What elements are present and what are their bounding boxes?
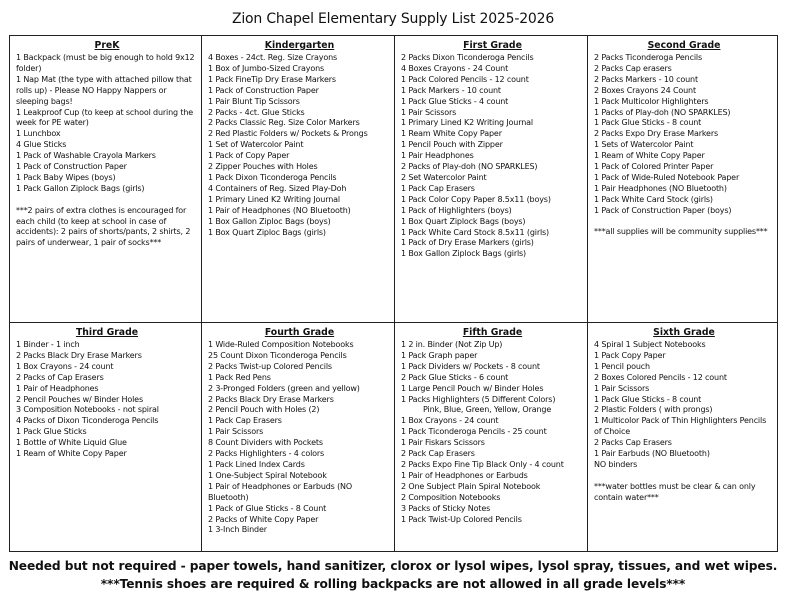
supply-item: ***2 pairs of extra clothes is encouraged for each child (to keep at school in case of accidents): 2 pairs of shorts/pants, 2 shirts, 2 pairs of underwear, 1 pair of socks***: [16, 205, 191, 248]
grade-heading: First Grade: [463, 40, 522, 51]
supply-item: 1 3-Inch Binder: [208, 525, 267, 535]
supply-item: 2 Packs Dixon Ticonderoga Pencils: [401, 53, 534, 62]
supply-item: 2 Packs Markers - 10 count: [594, 74, 698, 84]
supply-item: 2 Pencil Pouch with Holes (2): [208, 405, 320, 415]
supply-list: [594, 53, 774, 238]
supply-item: 1 Bottle of White Liquid Glue: [16, 438, 127, 448]
supply-item: 2 Pack Glue Sticks - 6 count: [401, 372, 509, 382]
supply-item: 1 Pack of Construction Paper: [208, 85, 319, 95]
supply-item: 1 Pair Headphones (NO Bluetooth): [594, 183, 727, 193]
supply-item: 1 Pair Headphones: [401, 151, 474, 161]
supply-item: 1 Leakproof Cup (to keep at school during the week for PE water): [16, 107, 194, 128]
grade-cell: [10, 36, 202, 323]
supply-item: 1 Multicolor Pack of Thin Highlighters Pencils of Choice: [594, 416, 767, 437]
footer-note-rules: ***Tennis shoes are required & rolling backpacks are not allowed in all grade levels***: [100, 577, 686, 591]
supply-list: [16, 53, 198, 249]
supply-item: 1 Pack Cap Erasers: [208, 416, 282, 426]
supply-item: 2 3-Pronged Folders (green and yellow): [208, 383, 360, 393]
supply-item: 1 Pair Blunt Tip Scissors: [208, 96, 300, 106]
supply-item: 1 Pair Fiskars Scissors: [401, 438, 485, 448]
supply-item: 1 Pack Markers - 10 count: [401, 85, 501, 95]
supply-item: 1 Pair of Headphones (NO Bluetooth): [208, 205, 351, 215]
supply-item: 1 Pack of Wide-Ruled Notebook Paper: [594, 172, 740, 182]
supply-item: 1 Packs of Play-doh (NO SPARKLES): [594, 107, 731, 117]
grade-heading: Sixth Grade: [653, 327, 715, 338]
grade-heading: PreK: [94, 40, 120, 51]
supply-item: 2 Packs Highlighters - 4 colors: [208, 449, 325, 459]
supply-item: 1 Wide-Ruled Composition Notebooks: [208, 340, 354, 349]
supply-item: 1 Pack of Highlighters (boys): [401, 205, 512, 215]
supply-item: 1 Nap Mat (the type with attached pillow that rolls up) - Please NO Happy Nappers or sleeping bags!: [16, 74, 192, 106]
supply-list: [594, 340, 774, 504]
supply-item: 1 Box Crayons - 24 count: [16, 361, 114, 371]
supply-item: 1 Box Gallon Ziplock Bags (girls): [401, 249, 527, 259]
supply-item: 1 Pack Gallon Ziplock Bags (girls): [16, 183, 145, 193]
grade-cell: [588, 323, 777, 551]
supply-item: 25 Count Dixon Ticonderoga Pencils: [208, 350, 347, 360]
supply-item: 1 Set of Watercolor Paint: [208, 140, 304, 150]
supply-item: 1 Pair Scissors: [594, 383, 650, 393]
supply-item: 1 Pack of Glue Sticks - 8 Count: [208, 503, 327, 513]
supply-item: 1 Pack Multicolor Highlighters: [594, 96, 709, 106]
supply-item: 1 Pack Twist-Up Colored Pencils: [401, 514, 522, 524]
supply-item: 2 Packs - 4ct. Glue Sticks: [208, 107, 305, 117]
supply-item: 4 Packs of Dixon Ticonderoga Pencils: [16, 416, 159, 426]
supply-item: 1 Primary Lined K2 Writing Journal: [208, 194, 340, 204]
supply-item: 2 Pack Cap Erasers: [401, 449, 475, 459]
supply-item: 2 Plastic Folders ( with prongs): [594, 405, 713, 415]
grade-cell: [202, 36, 395, 323]
supply-item: 1 Large Pencil Pouch w/ Binder Holes: [401, 383, 544, 393]
supply-item: 1 Pack White Card Stock (girls): [594, 194, 713, 204]
supply-item: 2 Packs of Play-doh (NO SPARKLES): [401, 162, 538, 172]
supply-item: 4 Glue Sticks: [16, 140, 67, 150]
supply-item: 1 Primary Lined K2 Writing Journal: [401, 118, 533, 128]
supply-item: 1 Pack Glue Sticks - 4 count: [401, 96, 509, 106]
supply-item: 2 One Subject Plain Spiral Notebook: [401, 481, 541, 491]
spacer: [16, 195, 198, 206]
supply-item: 1 Pack Graph paper: [401, 350, 478, 360]
supply-item: 1 Pair Scissors: [208, 427, 264, 437]
supply-item: 3 Packs of Sticky Notes: [401, 503, 491, 513]
footer-note-optional: Needed but not required - paper towels, hand sanitizer, clorox or lysol wipes, lysol spray, tissues, and wet wipes.: [8, 559, 778, 573]
supply-item: 2 Red Plastic Folders w/ Pockets & Prongs: [208, 129, 368, 139]
supply-list: [401, 340, 584, 525]
supply-item: 1 Pair Scissors: [401, 107, 457, 117]
supply-item: 2 Packs Cap Erasers: [594, 438, 672, 448]
supply-item: ***all supplies will be community supplies***: [594, 227, 768, 237]
supply-item: 2 Pencil Pouches w/ Binder Holes: [16, 394, 143, 404]
supply-item: 1 Pack White Card Stock 8.5x11 (girls): [401, 227, 550, 237]
supply-item: 1 Pack FineTip Dry Erase Markers: [208, 74, 336, 84]
supply-item: 2 Packs Classic Reg. Size Color Markers: [208, 118, 360, 128]
supply-item: 1 Pack of Copy Paper: [208, 151, 290, 161]
grade-cell: [588, 36, 777, 323]
grade-cell: [10, 323, 202, 551]
supply-item: 1 Box Quart Ziploc Bags (girls): [208, 227, 326, 237]
supply-item: 2 Packs Ticonderoga Pencils: [594, 53, 702, 62]
supply-item: 1 Pencil pouch: [594, 361, 650, 371]
supply-item: 1 Pair of Headphones or Earbuds: [401, 470, 528, 480]
spacer: [594, 471, 774, 482]
supply-item: 1 Backpack (must be big enough to hold 9x12 folder): [16, 53, 195, 73]
supply-item: 1 Pack Glue Sticks: [16, 427, 87, 437]
supply-item: 3 Composition Notebooks - not spiral: [16, 405, 159, 415]
supply-item: 4 Boxes Crayons - 24 Count: [401, 63, 509, 73]
supply-item: 2 Packs of White Copy Paper: [208, 514, 319, 524]
supply-item: 1 Ream of White Copy Paper: [594, 151, 705, 161]
supply-item: 1 Pencil Pouch with Zipper: [401, 140, 503, 150]
grade-heading: Second Grade: [647, 40, 721, 51]
grade-heading: Fifth Grade: [462, 327, 523, 338]
supply-item: 4 Boxes - 24ct. Reg. Size Crayons: [208, 53, 338, 62]
supply-item: 1 Ream White Copy Paper: [401, 129, 502, 139]
page-title: Zion Chapel Elementary Supply List 2025-2026: [231, 11, 555, 27]
supply-item: 1 Pack of Construction Paper (boys): [594, 205, 732, 215]
supply-item: 1 Sets of Watercolor Paint: [594, 140, 694, 150]
grade-cell: [202, 323, 395, 551]
supply-item: 1 Pair Earbuds (NO Bluetooth): [594, 449, 710, 459]
supply-item: 1 Pack Baby Wipes (boys): [16, 172, 116, 182]
supply-item: 1 Pack Ticonderoga Pencils - 25 count: [401, 427, 547, 437]
supply-item: 1 Pack of Dry Erase Markers (girls): [401, 238, 534, 248]
supply-item: 2 Packs Cap erasers: [594, 63, 672, 73]
supply-item: 1 Pack Dixon Ticonderoga Pencils: [208, 172, 337, 182]
supply-item: 1 Pack Copy Paper: [594, 350, 666, 360]
supply-item: 4 Spiral 1 Subject Notebooks: [594, 340, 706, 349]
supply-item: 2 Zipper Pouches with Holes: [208, 162, 318, 172]
supply-item: NO binders: [594, 459, 638, 469]
supply-item: 1 Pack of Washable Crayola Markers: [16, 151, 156, 161]
supply-item: 2 Boxes Colored Pencils - 12 count: [594, 372, 727, 382]
supply-item: 1 Box Gallon Ziploc Bags (boys): [208, 216, 331, 226]
supply-item: 1 Pack of Construction Paper: [16, 162, 127, 172]
supply-item: 2 Packs Expo Dry Erase Markers: [594, 129, 718, 139]
supply-list: [16, 340, 198, 460]
supply-item: 1 Pack Red Pens: [208, 372, 271, 382]
supply-item: 1 One-Subject Spiral Notebook: [208, 470, 327, 480]
supply-item: 1 Pack of Colored Printer Paper: [594, 162, 714, 172]
grade-heading: Fourth Grade: [264, 327, 335, 338]
grade-cell: [395, 36, 588, 323]
supply-list: [208, 340, 391, 536]
supply-item: 1 Binder - 1 inch: [16, 340, 80, 349]
supply-grid: [9, 35, 778, 552]
supply-item: 2 Packs of Cap Erasers: [16, 372, 104, 382]
supply-item: 4 Containers of Reg. Sized Play-Doh: [208, 183, 347, 193]
supply-item: 1 Pack Glue Sticks - 8 count: [594, 118, 702, 128]
supply-item: 1 Pair of Headphones or Earbuds (NO Bluetooth): [208, 481, 353, 502]
supply-item: 1 Pair of Headphones: [16, 383, 99, 393]
grade-heading: Third Grade: [75, 327, 139, 338]
supply-item: 1 Packs Highlighters (5 Different Colors): [401, 394, 556, 404]
supply-item: 1 Box Quart Ziplock Bags (boys): [401, 216, 526, 226]
grade-heading: Kindergarten: [264, 40, 335, 51]
supply-item: 2 Set Watercolor Paint: [401, 172, 487, 182]
supply-item: 2 Packs Expo Fine Tip Black Only - 4 count: [401, 459, 564, 469]
grade-cell: [395, 323, 588, 551]
supply-item: Pink, Blue, Green, Yellow, Orange: [423, 405, 552, 415]
supply-item: 2 Composition Notebooks: [401, 492, 501, 502]
supply-item: 1 Pack Glue Sticks - 8 count: [594, 394, 702, 404]
supply-item: 1 Pack Colored Pencils - 12 count: [401, 74, 529, 84]
supply-item: 2 Packs Black Dry Erase Markers: [16, 350, 142, 360]
supply-item: 2 Packs Black Dry Erase Markers: [208, 394, 334, 404]
supply-item: 1 Pack Color Copy Paper 8.5x11 (boys): [401, 194, 551, 204]
supply-list: [208, 53, 391, 238]
supply-list: [401, 53, 584, 260]
supply-item: 1 2 in. Binder (Not Zip Up): [401, 340, 503, 349]
supply-item: 1 Box Crayons - 24 count: [401, 416, 499, 426]
supply-item: 8 Count Dividers with Pockets: [208, 438, 323, 448]
supply-item: 1 Pack Lined Index Cards: [208, 459, 305, 469]
supply-item: ***water bottles must be clear & can only contain water***: [594, 481, 756, 502]
supply-item: 2 Packs Twist-up Colored Pencils: [208, 361, 332, 371]
supply-item: 1 Lunchbox: [16, 129, 61, 139]
supply-item: 1 Pack Dividers w/ Pockets - 8 count: [401, 361, 540, 371]
supply-item: 2 Boxes Crayons 24 Count: [594, 85, 696, 95]
supply-item: 1 Box of Jumbo-Sized Crayons: [208, 63, 325, 73]
supply-item: 1 Ream of White Copy Paper: [16, 449, 127, 459]
spacer: [594, 217, 774, 228]
supply-item: 1 Pack Cap Erasers: [401, 183, 475, 193]
